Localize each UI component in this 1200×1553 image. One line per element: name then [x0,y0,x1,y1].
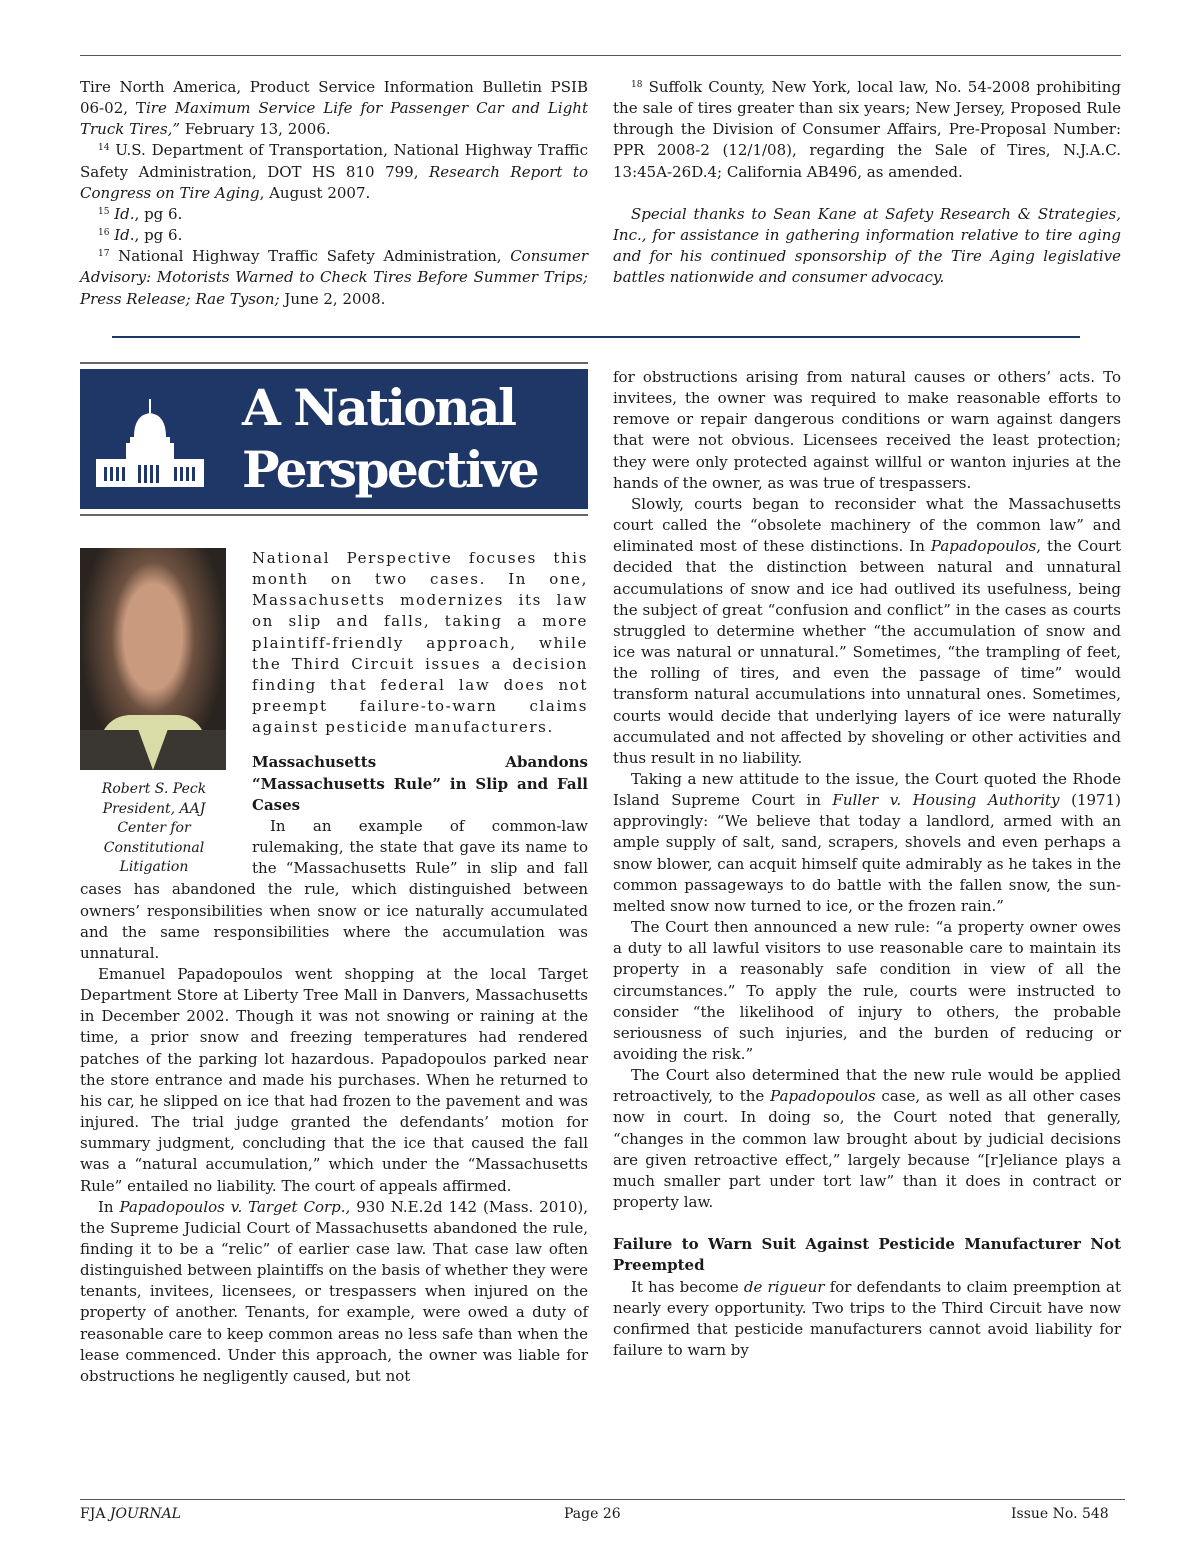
text-segment: Slowly, courts began to reconsider what the Massachusetts court called the “obsolete machinery of the common law” and eliminated most of these distinctions. In [613,494,1121,556]
footnote-number: 17 [98,249,110,260]
text-segment: de rigueur [743,1277,825,1296]
section-divider [112,336,1080,338]
paragraph [613,204,1121,289]
paragraph [613,1277,1121,1362]
text-segment: , the Court decided that the distinction between natural and unnatural accumulations of snow and ice had outlived its usefulness, being the subject of great “confusion and conflict” in the cases as courts struggled to determine whether “the accumulation of snow and ice was natural or unnatural.” Sometimes, “the trampling of feet, the rolling of tires, and even the passage of time” would transform natural accumulations into unnatural ones. Sometimes, courts would decide that underlying layers of ice were naturally accumulated and not affected by shoveling or other activities and thus result in no liability. [613,537,1121,767]
paragraph [80,1197,588,1387]
paragraph [613,769,1121,917]
paragraph [613,1234,1121,1276]
footnote-number: 18 [631,80,643,90]
banner-title-line-2: Perspective [242,440,538,499]
text-segment: 930 N.E.2d 142 (Mass. 2010), the Supreme Judicial Court of Massachusetts abandoned the rule, finding it to be a “relic” of earlier case law. That case law often distinguished between plaintiffs on the basis of whether they were tenants, invitees, licensees, or trespassers when injured on the property of another. Tenants, for example, were owed a duty of reasonable care to keep common areas no less safe than when the lease commenced. Under this approach, the owner was liable for obstructions he negligently caused, but not [80,1197,588,1385]
text-segment: for defendants to claim preemption at nearly every opportunity. Two trips to the Third Circuit have now confirmed that pesticide manufacturers cannot avoid liability for failure to warn by [613,1277,1122,1360]
text-segment: In an example of common-law rulemaking, the state that gave its name to the “Massachusetts Rule” in slip and fall cases has abandoned the rule, which distinguished between owners’ responsibilities when snow or ice naturally accumulated and the same responsibilities where the accumulation was unnatural. [80,816,588,962]
text-segment: ire Maximum Service Life for Passenger Car and Light Truck Tires,” [80,99,588,139]
footnote-number: 15 [98,206,110,217]
text-segment: Emanuel Papadopoulos went shopping at the local Target Department Store at Liberty Tree Mall in Danvers, Massachusetts in December 2002. Though it was not snowing or raining at the time, a prior snow and freezing temperatures had rendered patches of the parking lot hazardous. Papadopoulos parked near the store entrance and made his purchases. When he returned to his car, he slipped on ice that had frozen to the pavement and was injured. The trial judge granted the defendants’ motion for summary judgment, concluding that the ice that caused the fall was a “natural accumulation,” which under the “Massachusetts Rule” entailed no liability. The court of appeals affirmed. [80,964,588,1195]
journal-name: JOURNAL [109,1506,181,1522]
text-segment: In [98,1197,120,1216]
text-segment: Id. [114,204,135,223]
banner-title-line-1: A National [242,378,515,437]
text-segment: National Perspective focuses this month on two cases. In one, Massachusetts modernizes its law on slip and falls, taking a more plaintiff-friendly approach, while the Third Circuit issues a decision finding that federal law does not preempt failure-to-warn claims against pesticide manufacturers. [252,549,588,737]
text-segment: National Highway Traffic Safety Administration, [109,247,511,266]
text-segment: The Court also determined that the new rule would be applied retroactively, to the [613,1066,1121,1106]
paragraph [80,246,588,309]
footnote-number: 16 [98,228,110,239]
text-segment: The Court then announced a new rule: “a property owner owes a duty to all lawful visitors to use reasonable care to maintain its property in a reasonably safe condition in view of all the circumstances.” To apply the rule, courts were instructed to consider “the likelihood of injury to others, the probable seriousness of such injuries, and the burden of reducing or avoiding the risk.” [613,918,1121,1063]
footnotes-right [613,77,1121,288]
text-segment: Consumer Advisory: Motorists Warned to Check Tires Before Summer Trips; Press Release; Rae Tyson; [80,247,588,308]
paragraph [80,964,588,1197]
text-segment: for obstructions arising from natural causes or others’ acts. To invitees, the owner was required to make reasonable efforts to remove or repair dangerous conditions or warn against dangers that were not obvious. Licensees received the least protection; they were only protected against willful or wanton injuries at the hands of the owner, as was true of trespassers. [613,368,1121,492]
paragraph [80,225,588,246]
text-segment: Tire North America, Product Service Information Bulletin PSIB 06-02, T [80,78,588,118]
paragraph [613,77,1121,183]
text-segment: U.S. Department of Transportation, National Highway Traffic Safety Administration, DOT HS 810 799, [80,141,588,181]
paragraph [80,77,588,140]
banner-background [80,369,588,509]
banner-title [242,369,537,501]
footnote-number: 14 [98,143,110,154]
text-segment: Papadopoulos [770,1087,876,1106]
paragraph [80,204,588,225]
text-segment: case, as well as all other cases now in court. In doing so, the Court noted that generally, “changes in the common law brought about by judicial decisions are given retroactive effect,” largely because “[r]eliance plays a much smaller part under tort law” than it does in contract or property law. [613,1087,1122,1212]
footer-journal [80,1504,181,1525]
paragraph [613,917,1121,1065]
text-segment: It has become [631,1277,744,1296]
footnotes-left [80,77,588,310]
subheading: Failure to Warn Suit Against Pesticide Manufacturer Not Preempted [613,1235,1121,1275]
paragraph [613,367,1121,494]
text-segment: Special thanks to Sean Kane at Safety Research & Strategies, Inc., for assistance in gathering information relative to tire aging and for his continued sponsorship of the Tire Aging legislative battles nationwide and consumer advocacy. [613,204,1121,287]
capitol-icon [94,399,206,489]
paragraph [613,1065,1121,1213]
text-segment: Fuller v. Housing Authority [832,791,1060,810]
paragraph [80,140,588,203]
author-figure [80,548,228,878]
text-segment: June 2, 2008. [279,289,386,308]
text-segment: , pg 6. [134,204,183,223]
subheading: Massachusetts Abandons “Massachusetts Rule” in Slip and Fall Cases [252,753,588,814]
footer-page-number: Page 26 [564,1506,621,1522]
author-photo [80,548,226,770]
text-segment: , August 2007. [259,183,371,202]
text-segment: Suffolk County, New York, local law, No. 54-2008 prohibiting the sale of tires greater than six years; New Jersey, Proposed Rule through the Division of Consumer Affairs, Pre-Proposal Number: PPR 2008-2 (12/1/08), regarding the Sale of Tires, N.J.A.C. 13:45A-26D.4; California AB496, as amended. [613,78,1121,181]
author-caption: Robert S. Peck President, AAJ Center for Constitutional Litigation [101,781,207,875]
text-segment: , pg 6. [134,226,183,245]
footer-rule [80,1499,1125,1500]
footer-issue: Issue No. 548 [1011,1506,1109,1522]
paragraph [613,494,1121,769]
text-segment: Taking a new attitude to the issue, the Court quoted the Rhode Island Supreme Court in [613,769,1121,810]
text-segment: (1971) approvingly: “We believe that today a landlord, armed with an ample supply of salt, sand, scrapers, shovels and even perhaps a snow blower, can acquit himself quite admirably as he takes in the common passageways to do battle with the fallen snow, the sun-melted snow now turned to ice, or the frozen rain.” [613,791,1121,915]
text-segment: Id. [114,226,135,245]
text-segment: Papadopoulos [930,537,1037,556]
text-segment: Research Report to Congress on Tire Aging [80,162,588,202]
journal-prefix: FJA [80,1506,106,1522]
article-left-column [80,362,588,1387]
text-segment: February 13, 2006. [180,120,331,139]
article-right-column [613,367,1121,1361]
text-segment: Papadopoulos v. Target Corp., [119,1197,351,1216]
section-banner [80,362,588,516]
top-rule [80,55,1121,56]
